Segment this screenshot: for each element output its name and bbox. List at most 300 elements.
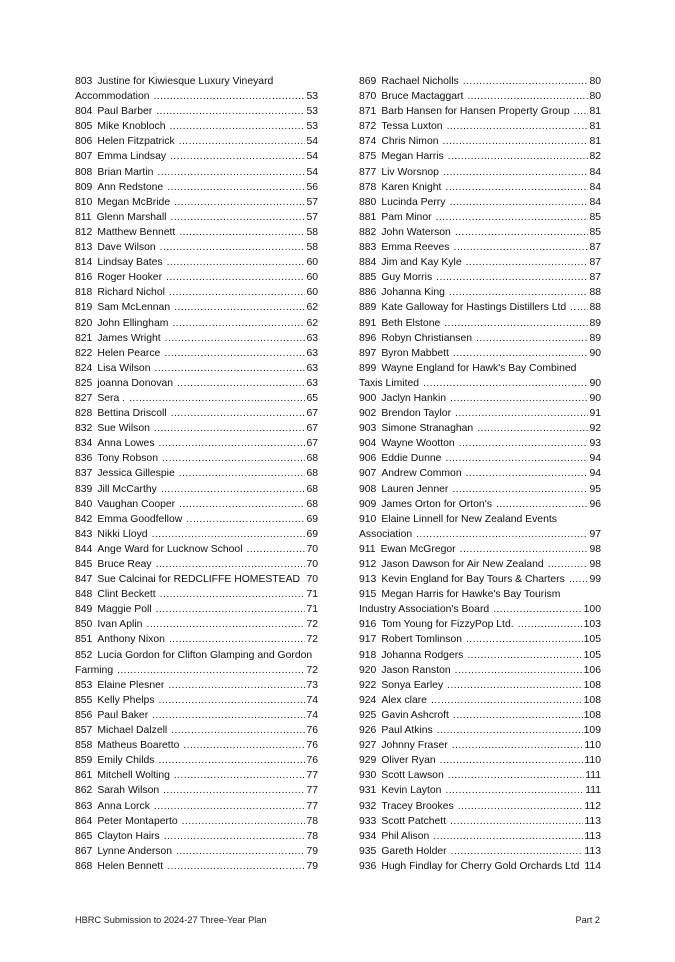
dot-leader [453,346,589,361]
submitter-name: Emma Reeves [381,242,450,254]
dot-leader [168,678,305,693]
toc-entry[interactable] [359,149,601,164]
toc-entry[interactable] [75,632,318,647]
toc-entry[interactable] [75,331,318,346]
toc-entry[interactable] [75,829,318,844]
toc-entry[interactable] [359,240,601,255]
page-number: 88 [589,287,601,299]
toc-entry[interactable] [75,134,318,149]
submitter-name: Richard Nichol [97,287,165,299]
submitter-name: Jason Dawson for Air New Zealand [381,559,544,570]
dot-leader [443,134,589,149]
toc-entry-line-2 [359,527,601,542]
toc-entry-line-2 [75,89,318,104]
dot-leader [167,180,305,195]
toc-entry[interactable] [75,210,318,225]
submission-number: 855 [75,694,93,706]
toc-entry[interactable] [359,512,601,542]
submitter-name: Alex clare [381,694,427,706]
submission-number: 828 [75,408,93,420]
submitter-name: Pam Minor [381,211,432,223]
dot-leader [179,225,305,240]
toc-entry[interactable] [75,436,318,451]
dot-leader [163,783,305,798]
page-number: 74 [306,694,318,706]
toc-entry[interactable] [359,104,601,119]
dot-leader [129,391,305,406]
toc-entry[interactable] [359,753,601,768]
submission-number: 910 [359,513,377,525]
dot-leader [176,844,305,859]
page-number: 73 [306,679,318,691]
submission-number: 816 [75,272,93,284]
submission-number: 883 [359,242,377,254]
submission-number: 903 [359,423,377,435]
toc-entry[interactable] [75,859,318,874]
toc-entry[interactable] [75,738,318,753]
toc-entry[interactable] [359,210,601,225]
submission-number: 881 [359,211,377,223]
dot-leader [574,104,589,119]
dot-leader [179,466,306,481]
submitter-name: Andrew Common [381,468,462,480]
footer-document-title: HBRC Submission to 2024-27 Three-Year Plan [75,915,267,925]
dot-leader [477,421,588,436]
submission-number: 867 [75,845,93,857]
submitter-name: Anna Lowes [97,438,155,450]
dot-leader [146,617,305,632]
submitter-name: Helen Bennett [97,860,164,872]
toc-entry[interactable] [359,361,601,391]
submitter-name: Megan Harris for Hawke's Bay Tourism [381,589,561,601]
toc-entry[interactable] [359,421,601,436]
page-number: 113 [584,830,601,842]
toc-entry[interactable] [75,104,318,119]
toc-entry[interactable] [359,557,601,572]
toc-entry[interactable] [75,648,318,678]
toc-entry[interactable] [359,829,601,844]
dot-leader [445,783,584,798]
submission-number: 862 [75,785,93,797]
submission-number: 836 [75,453,93,465]
page-number: 110 [584,755,601,767]
page-number: 85 [589,226,601,238]
dot-leader [169,632,306,647]
toc-entry[interactable] [359,451,601,466]
dot-leader [453,708,583,723]
dot-leader [161,482,306,497]
page-number: 69 [306,513,318,525]
submitter-name: Clayton Hairs [97,830,160,842]
toc-entry[interactable] [359,708,601,723]
toc-entry[interactable] [75,346,318,361]
toc-entry[interactable] [75,466,318,481]
submission-number: 912 [359,559,377,570]
submission-number: 843 [75,528,93,540]
toc-entry[interactable] [359,346,601,361]
submission-number: 804 [75,106,93,118]
submitter-name: Sue Calcinai for REDCLIFFE HOMESTEAD [97,574,301,586]
dot-leader [455,406,588,421]
dot-leader [450,391,588,406]
toc-entry[interactable] [75,723,318,738]
page-number: 72 [306,664,318,676]
page-number: 109 [583,725,601,737]
submission-number: 908 [359,483,377,495]
toc-entry[interactable] [75,602,318,617]
toc-entry[interactable] [75,482,318,497]
submitter-name-continued: Industry Association's Board [359,604,490,616]
toc-entry[interactable] [75,512,318,527]
toc-entry[interactable] [359,663,601,678]
toc-entry[interactable] [359,617,601,632]
toc-entry[interactable] [75,678,318,693]
submission-number: 934 [359,830,377,842]
toc-entry[interactable] [359,466,601,481]
dot-leader [166,270,305,285]
submitter-name: Matthew Bennett [97,226,176,238]
submission-number: 880 [359,196,377,208]
submission-number: 863 [75,800,93,812]
dot-leader [448,768,584,783]
toc-entry[interactable] [75,497,318,512]
toc-entry-line-1 [359,512,601,527]
submitter-name: Phil Alison [381,830,430,842]
submission-number: 935 [359,845,377,857]
toc-entry[interactable] [75,165,318,180]
submitter-name: Lucia Gordon for Clifton Glamping and Gordon [97,649,313,661]
submission-number: 878 [359,181,377,193]
toc-entry[interactable] [359,783,601,798]
toc-entry[interactable] [359,799,601,814]
toc-entry[interactable] [75,406,318,421]
toc-entry[interactable] [359,632,601,647]
dot-leader [455,663,583,678]
dot-leader [160,240,306,255]
submitter-name: Liv Worsnop [381,166,439,178]
submitter-name: Mike Knobloch [97,121,166,133]
dot-leader [455,225,589,240]
dot-leader [170,210,305,225]
page-number: 81 [589,121,601,133]
page-number: 108 [583,694,601,706]
page-number: 60 [306,272,318,284]
toc-entry[interactable] [75,285,318,300]
toc-entry[interactable] [75,451,318,466]
submission-number: 857 [75,725,93,737]
submission-number: 822 [75,347,93,359]
toc-entry[interactable] [359,814,601,829]
page-number: 77 [306,785,318,797]
submission-number: 897 [359,347,377,359]
submitter-name: Barb Hansen for Hansen Property Group [381,106,570,118]
dot-leader [156,557,306,572]
submission-number: 924 [359,694,377,706]
submitter-name: Ange Ward for Lucknow School [97,543,243,555]
submitter-name: Wayne Wootton [381,438,455,450]
toc-entry[interactable] [75,119,318,134]
page-number: 69 [306,528,318,540]
toc-entry[interactable] [359,119,601,134]
toc-entry[interactable] [359,225,601,240]
toc-entry[interactable] [359,74,601,89]
submission-number: 868 [75,860,93,872]
dot-leader [247,542,306,557]
toc-entry[interactable] [359,134,601,149]
page-number: 98 [589,559,601,570]
submission-number: 844 [75,543,93,555]
submitter-name: John Ellingham [97,317,169,329]
toc-entry[interactable] [359,497,601,512]
submission-number: 811 [75,211,92,223]
submitter-name: Scott Patchett [381,815,447,827]
submitter-name: Robyn Christiansen [381,332,473,344]
dot-leader [177,376,305,391]
dot-leader [453,240,588,255]
submitter-name: Sam McLennan [97,302,171,314]
toc-entry[interactable] [359,195,601,210]
dot-leader [467,89,588,104]
toc-entry[interactable] [75,225,318,240]
toc-entry[interactable] [75,557,318,572]
page-number: 87 [589,272,601,284]
submitter-name: Justine for Kiwiesque Luxury Vineyard [97,76,274,87]
toc-entry[interactable] [75,814,318,829]
toc-entry[interactable] [359,436,601,451]
dot-leader [156,602,306,617]
page-number: 103 [583,619,601,631]
submission-number: 885 [359,272,377,284]
toc-entry[interactable] [359,331,601,346]
toc-entry[interactable] [359,270,601,285]
dot-leader [447,119,589,134]
toc-entry[interactable] [359,300,601,315]
submitter-name: Johanna Rodgers [381,649,464,661]
toc-entry[interactable] [75,421,318,436]
toc-entry[interactable] [75,74,318,104]
toc-entry[interactable] [75,240,318,255]
toc-entry[interactable] [359,542,601,557]
submitter-name: Kelly Phelps [97,694,155,706]
footer-part-label: Part 2 [575,915,600,925]
dot-leader [117,663,305,678]
submitter-name: Paul Baker [97,709,149,721]
dot-leader [165,331,306,346]
toc-entry[interactable] [359,406,601,421]
dot-leader [159,693,306,708]
submission-number: 875 [359,151,377,163]
page-number: 62 [306,302,318,314]
page-number: 65 [306,392,318,404]
submitter-name: Emma Lindsay [97,151,167,163]
toc-entry[interactable] [359,165,601,180]
page-number: 68 [306,453,318,465]
toc-entry[interactable] [359,285,601,300]
page-number: 70 [306,559,318,570]
toc-entry[interactable] [75,542,318,557]
submitter-name: Roger Hooker [97,272,163,284]
page-number: 114 [584,860,602,872]
toc-entry[interactable] [359,255,601,270]
submission-number: 869 [359,76,377,87]
page-number: 87 [589,242,601,254]
submitter-name: Elaine Linnell for New Zealand Events [381,513,557,525]
toc-entry[interactable] [75,572,318,587]
toc-entry[interactable] [75,799,318,814]
page-number: 77 [306,800,318,812]
dot-leader [440,753,584,768]
submission-number: 858 [75,740,93,752]
submission-number: 848 [75,589,93,601]
page-number: 56 [306,181,318,193]
page-number: 88 [589,302,601,314]
toc-entry[interactable] [359,844,601,859]
toc-entry[interactable] [75,255,318,270]
page-number: 82 [589,151,601,163]
page-number: 72 [306,619,318,631]
toc-entry[interactable] [359,678,601,693]
toc-entry[interactable] [359,768,601,783]
toc-entry[interactable] [359,180,601,195]
page-number: 89 [589,332,601,344]
submission-number: 874 [359,136,377,148]
submitter-name: Scott Lawson [381,770,444,782]
toc-entry[interactable] [75,768,318,783]
page-number: 54 [306,136,318,148]
toc-entry[interactable] [359,391,601,406]
submitter-name: Glenn Marshall [96,211,167,223]
dot-leader [449,195,588,210]
submission-number: 814 [75,257,93,269]
page-number: 53 [306,91,318,103]
page-number: 71 [306,589,318,601]
submitter-name: Megan McBride [97,196,171,208]
page-number: 97 [589,528,601,540]
toc-entry[interactable] [75,376,318,391]
toc-entry[interactable] [75,316,318,331]
toc-entry[interactable] [75,527,318,542]
toc-entry[interactable] [75,844,318,859]
page-number: 71 [306,604,318,616]
page-number: 90 [589,392,601,404]
dot-leader [156,104,305,119]
submission-number: 840 [75,498,93,510]
dot-leader [467,648,582,663]
toc-entry[interactable] [75,587,318,602]
dot-leader [304,572,305,587]
dot-leader [152,708,305,723]
toc-entry[interactable] [75,180,318,195]
submission-number: 859 [75,755,93,767]
submitter-name: Ewan McGregor [380,543,456,555]
toc-entry[interactable] [75,617,318,632]
toc-entry[interactable] [359,316,601,331]
toc-entry[interactable] [75,300,318,315]
page-number: 54 [306,166,318,178]
submission-number: 856 [75,709,93,721]
toc-entry[interactable] [359,693,601,708]
toc-entry[interactable] [359,859,601,874]
toc-entry[interactable] [359,723,601,738]
toc-entry[interactable] [359,648,601,663]
submitter-name: Sera . [97,392,126,404]
submitter-name: Gareth Holder [381,845,447,857]
page-number: 63 [306,347,318,359]
dot-leader [548,557,589,572]
page-number: 74 [306,709,318,721]
submission-number: 851 [75,634,93,646]
toc-entry[interactable] [359,738,601,753]
submission-number: 911 [359,543,376,555]
dot-leader [466,466,589,481]
toc-entry[interactable] [75,708,318,723]
page-number: 76 [306,740,318,752]
toc-entry[interactable] [75,361,318,376]
submission-number: 916 [359,619,377,631]
page-number: 76 [306,755,318,767]
page-number: 72 [306,634,318,646]
submitter-name: Simone Stranaghan [381,423,474,435]
submission-number: 865 [75,830,93,842]
toc-entry[interactable] [75,783,318,798]
submission-number: 886 [359,287,377,299]
dot-leader [450,814,583,829]
page-number: 108 [583,679,601,691]
dot-leader [476,331,588,346]
toc-entry[interactable] [359,587,601,617]
page-number: 63 [306,377,318,389]
dot-leader [169,285,306,300]
toc-entry[interactable] [75,753,318,768]
submitter-name: Jason Ranston [381,664,451,676]
submitter-name: joanna Donovan [97,377,174,389]
submitter-name: Tracey Brookes [381,800,454,812]
submitter-name: Johanna King [381,287,445,299]
toc-entry[interactable] [75,195,318,210]
submission-number: 870 [359,91,377,103]
page-number: 94 [589,468,601,480]
toc-entry[interactable] [359,572,601,587]
dot-leader [159,753,306,768]
page-number: 105 [583,634,601,646]
submitter-name: Matheus Boaretto [97,740,180,752]
submission-number: 806 [75,136,93,148]
submission-number: 821 [75,332,93,344]
submission-number: 834 [75,438,93,450]
submitter-name: Kate Galloway for Hastings Distillers Ltd [381,302,567,314]
toc-entry[interactable] [75,693,318,708]
submitter-name: Wayne England for Hawk's Bay Combined [381,362,577,374]
page-number: 63 [306,332,318,344]
submitter-name-continued: Accommodation [75,91,150,103]
dot-leader [174,768,306,783]
submitter-name: Eddie Dunne [381,453,442,465]
page-number: 113 [584,845,601,857]
dot-leader [170,149,305,164]
submission-number: 927 [359,740,377,752]
submission-number: 810 [75,196,93,208]
toc-entry[interactable] [359,482,601,497]
page-number: 78 [306,815,318,827]
toc-column-right [359,74,601,874]
toc-entry[interactable] [75,391,318,406]
toc-entry[interactable] [75,149,318,164]
toc-entry[interactable] [359,89,601,104]
submitter-name: Bruce Reay [97,559,152,570]
dot-leader [496,497,589,512]
toc-entry[interactable] [75,270,318,285]
submission-number: 877 [359,166,377,178]
